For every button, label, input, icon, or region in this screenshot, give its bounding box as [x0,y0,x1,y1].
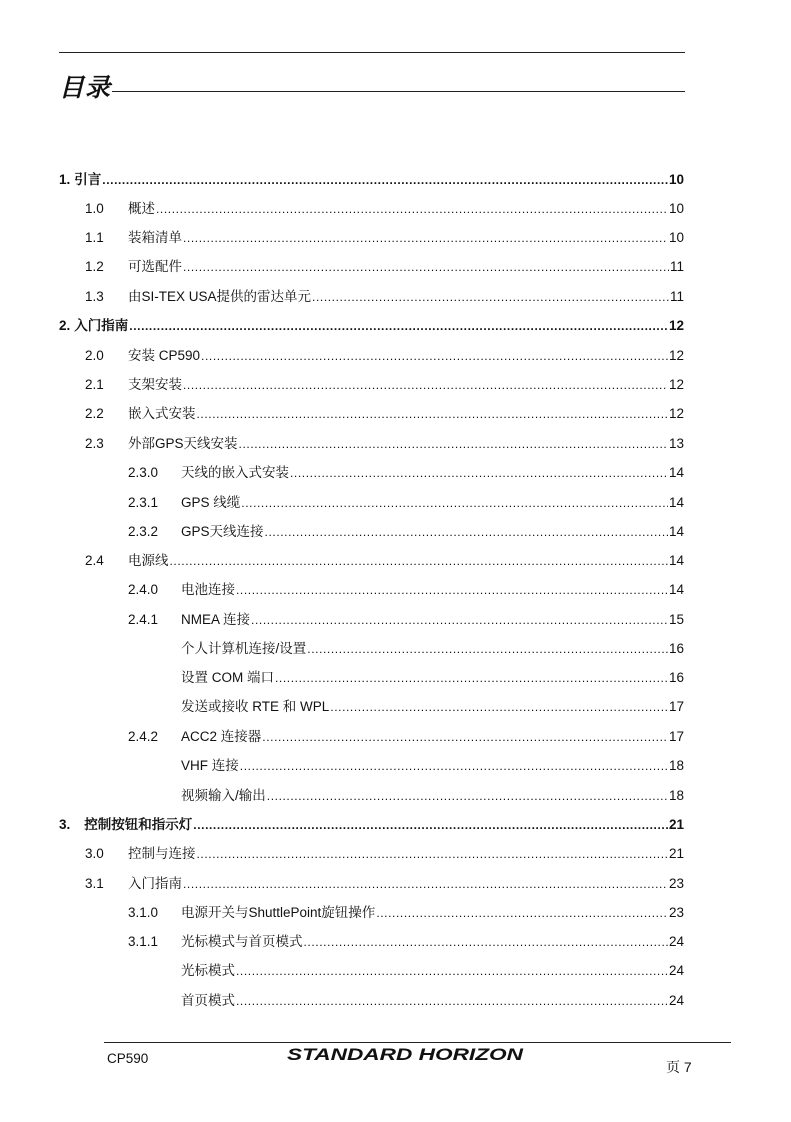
toc-entry-label: 安装 CP590 [128,348,201,363]
toc-dot-leader [183,878,668,892]
toc-dot-leader [236,584,668,598]
toc-entry-label: ACC2 连接器 [181,729,262,744]
toc-entry[interactable] [85,285,684,305]
toc-entry-number: 2.3.2 [128,524,159,539]
toc-entry-label: 设置 COM 端口 [181,670,274,685]
toc-entry[interactable] [59,314,684,334]
toc-entry-page: 11 [669,289,684,304]
toc-entry-number: 2.3.0 [128,465,159,480]
toc-entry-number: 1.2 [85,259,104,274]
toc-entry[interactable] [85,197,684,217]
page-title: 目录 [59,73,112,102]
toc-dot-leader [312,291,669,305]
toc-entry-label: 光标模式 [181,963,235,978]
footer-page-number: 页 7 [666,1059,692,1075]
toc-dot-leader [376,907,668,921]
toc-entry-page: 14 [668,582,684,597]
toc-dot-leader [262,731,668,745]
toc-entry-label: 发送或接收 RTE 和 WPL [181,699,330,714]
toc-entry-page: 24 [668,993,684,1008]
toc-entry-page: 12 [668,377,684,392]
toc-entry-page: 23 [668,876,684,891]
toc-entry[interactable] [128,520,684,540]
header-top-rule [59,52,685,53]
toc-entry-number: 2.4.1 [128,612,159,627]
toc-entry-page: 13 [668,436,684,451]
toc-entry-page: 12 [668,348,684,363]
toc-entry-number: 2.1 [85,377,104,392]
toc-entry-page: 23 [668,905,684,920]
toc-entry-label: 天线的嵌入式安装 [181,465,289,480]
toc-entry-label: 外部GPS天线安装 [128,436,238,451]
toc-entry[interactable] [128,608,684,628]
toc-entry-label: 光标模式与首页模式 [181,934,303,949]
toc-entry[interactable] [181,666,684,686]
toc-entry-page: 10 [668,230,684,245]
toc-entry-label: 个人计算机连接/设置 [181,641,307,656]
toc-entry-label: 引言 [74,172,102,187]
toc-entry-number: 1.3 [85,289,104,304]
toc-entry-page: 15 [668,612,684,627]
toc-entry-page: 21 [668,817,684,832]
toc-entry-page: 16 [668,641,684,656]
toc-entry-page: 14 [668,465,684,480]
toc-entry-page: 10 [668,201,684,216]
toc-entry-page: 11 [669,259,684,274]
toc-entry[interactable] [181,784,684,804]
toc-dot-leader [170,555,668,569]
toc-dot-leader [201,350,668,364]
toc-entry-label: 控制与连接 [128,846,196,861]
toc-entry-number: 3. [59,817,71,832]
toc-entry[interactable] [59,168,684,188]
toc-dot-leader [304,936,668,950]
toc-entry-label: 嵌入式安装 [128,406,196,421]
toc-entry-page: 17 [668,699,684,714]
toc-dot-leader [239,438,668,452]
toc-dot-leader [183,379,668,393]
toc-entry[interactable] [181,754,684,774]
toc-dot-leader [102,174,668,188]
toc-entry-page: 17 [668,729,684,744]
toc-entry-label: 电源线 [128,553,169,568]
toc-entry-number: 3.0 [85,846,104,861]
toc-entry-number: 3.1.1 [128,934,159,949]
toc-entry[interactable] [85,402,684,422]
toc-entry-number: 2.2 [85,406,104,421]
toc-entry-label: 概述 [128,201,155,216]
toc-entry-number: 2.3 [85,436,104,451]
toc-entry-number: 3.1.0 [128,905,159,920]
toc-entry-number: 1. [59,172,71,187]
brand-logo-text: STANDARD HORIZON [287,1045,524,1064]
toc-entry[interactable] [85,549,684,569]
toc-entry-page: 14 [668,495,684,510]
toc-entry[interactable] [128,725,684,745]
toc-entry-label: 支架安装 [128,377,182,392]
toc-entry-number: 2.0 [85,348,104,363]
toc-entry-page: 24 [668,934,684,949]
toc-entry[interactable] [85,255,684,275]
toc-entry-number: 1.0 [85,201,104,216]
toc-entry-number: 2. [59,318,71,333]
toc-entry-page: 12 [668,318,684,333]
toc-entry-number: 1.1 [85,230,104,245]
toc-dot-leader [183,261,669,275]
toc-dot-leader [251,614,668,628]
toc-entry[interactable] [85,344,684,364]
toc-entry-label: 控制按钮和指示灯 [84,817,193,832]
toc-entry-number: 2.4.0 [128,582,159,597]
toc-entry-label: 视频输入/输出 [181,788,266,803]
toc-entry[interactable] [59,813,684,833]
toc-dot-leader [156,203,668,217]
toc-entry[interactable] [128,461,684,481]
toc-entry[interactable] [85,373,684,393]
toc-entry[interactable] [85,872,684,892]
toc-dot-leader [240,760,668,774]
toc-entry-number: 2.3.1 [128,495,159,510]
toc-dot-leader [236,965,668,979]
toc-entry-page: 18 [668,758,684,773]
toc-entry-label: 入门指南 [74,318,129,333]
toc-dot-leader [330,701,668,715]
toc-dot-leader [267,790,668,804]
toc-dot-leader [265,526,668,540]
toc-entry-page: 14 [668,553,684,568]
footer-model: CP590 [107,1051,149,1066]
toc-entry-label: 由SI-TEX USA提供的雷达单元 [128,289,312,304]
toc-entry[interactable] [85,432,684,452]
toc-entry[interactable] [181,637,684,657]
toc-entry-page: 24 [668,963,684,978]
toc-entry-page: 10 [668,172,684,187]
toc-dot-leader [183,232,668,246]
toc-entry[interactable] [181,989,684,1009]
toc-entry[interactable] [85,226,684,246]
toc-entry-page: 16 [668,670,684,685]
toc-entry-page: 12 [668,406,684,421]
toc-dot-leader [236,995,668,1009]
toc-entry[interactable] [128,491,684,511]
toc-entry[interactable] [128,578,684,598]
toc-dot-leader [197,848,668,862]
toc-entry-label: GPS 线缆 [181,495,241,510]
toc-entry[interactable] [128,930,684,950]
toc-entry-label: VHF 连接 [181,758,239,773]
toc-entry-page: 18 [668,788,684,803]
toc-entry-label: 可选配件 [128,259,182,274]
toc-entry-page: 21 [668,846,684,861]
toc-entry-label: 电池连接 [181,582,235,597]
toc-entry[interactable] [181,959,684,979]
toc-entry-label: GPS天线连接 [181,524,264,539]
toc-dot-leader [193,819,668,833]
toc-entry-label: 装箱清单 [128,230,182,245]
toc-entry-number: 3.1 [85,876,104,891]
brand-logo [287,1043,527,1072]
toc-entry-label: 入门指南 [128,876,182,891]
toc-entry-page: 14 [668,524,684,539]
toc-entry[interactable] [85,842,684,862]
toc-entry-label: 电源开关与ShuttlePoint旋钮操作 [181,905,376,920]
toc-dot-leader [241,497,668,511]
toc-entry-number: 2.4.2 [128,729,159,744]
toc-entry-label: NMEA 连接 [181,612,251,627]
toc-entry-label: 首页模式 [181,993,235,1008]
toc-dot-leader [197,408,668,422]
header-title-rule [112,91,685,92]
toc-dot-leader [307,643,668,657]
toc-dot-leader [275,672,668,686]
toc-entry-number: 2.4 [85,553,104,568]
toc-dot-leader [129,320,668,334]
toc-entry[interactable] [181,695,684,715]
toc-entry[interactable] [128,901,684,921]
toc-dot-leader [290,467,668,481]
